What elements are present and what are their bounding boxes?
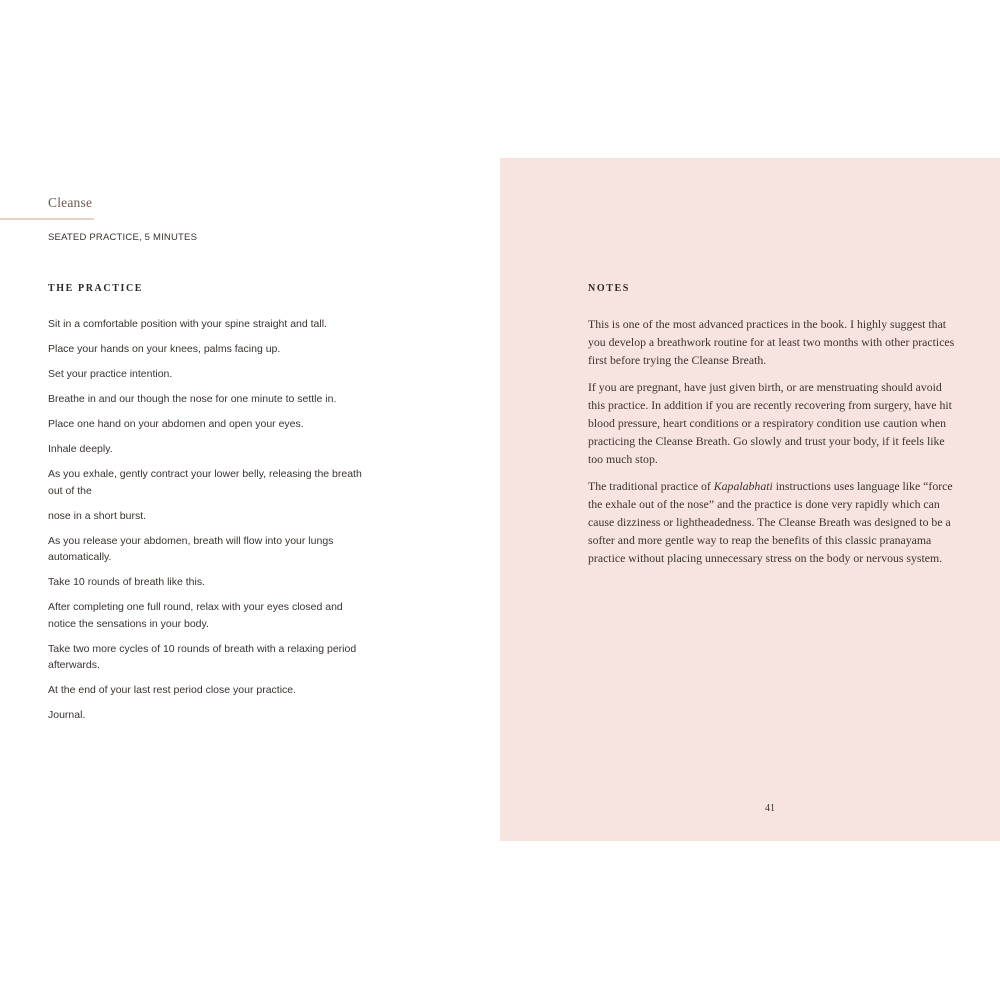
practice-step: After completing one full round, relax with your eyes closed and notice the sensations in your body.	[48, 601, 343, 630]
chapter-title: Cleanse	[48, 195, 93, 210]
practice-step: At the end of your last rest period close your practice.	[48, 684, 297, 696]
page-number: 41	[765, 803, 775, 814]
practice-step: As you exhale, gently contract your lower belly, releasing the breath out of the	[48, 468, 362, 497]
practice-step: Place one hand on your abdomen and open your eyes.	[48, 418, 304, 430]
left-page	[0, 158, 500, 841]
notes-body	[588, 315, 956, 576]
practice-step: Sit in a comfortable position with your spine straight and tall.	[48, 318, 327, 330]
notes-paragraph: This is one of the most advanced practices in the book. I highly suggest that you develop a breathwork routine for at least two months with other practices first before trying the Cleanse Breath.	[588, 317, 955, 367]
chapter-title-rule	[0, 218, 94, 220]
right-page	[500, 158, 1000, 841]
practice-step: Inhale deeply.	[48, 443, 113, 455]
practice-step: Breathe in and our though the nose for one minute to settle in.	[48, 393, 337, 405]
practice-step: Set your practice intention.	[48, 368, 173, 380]
practice-step: Journal.	[48, 709, 86, 721]
practice-step: nose in a short burst.	[48, 509, 147, 522]
notes-text: The traditional practice of	[588, 479, 714, 493]
practice-step: Take 10 rounds of breath like this.	[48, 576, 206, 588]
notes-paragraph: If you are pregnant, have just given birth, or are menstruating should avoid this practice. In addition if you are recently recovering from surgery, have hit blood pressure, heart conditions or a respiratory condition use caution when practicing the Cleanse Breath. Go slowly and trust your body, if it feels like too much stop.	[588, 380, 952, 466]
practice-subtitle: SEATED PRACTICE, 5 MINUTES	[48, 232, 198, 243]
practice-step: Place your hands on your knees, palms facing up.	[48, 343, 281, 355]
notes-paragraph	[588, 477, 956, 567]
notes-text: instructions uses language like “force the exhale out of the nose” and the practice is done very rapidly which can cause dizziness or lightheadedness. The Cleanse Breath was designed to be a softer and more gentle way to reap the benefits of this classic pranayama practice without placing unnecessary stress on the body or nervous system.	[588, 479, 953, 565]
practice-heading: THE PRACTICE	[48, 283, 144, 294]
practice-step: As you release your abdomen, breath will flow into your lungs automatically.	[48, 534, 334, 563]
notes-heading: NOTES	[588, 283, 630, 294]
practice-step: Take two more cycles of 10 rounds of breath with a relaxing period afterwards.	[48, 642, 357, 671]
notes-emphasis: Kapalabhati	[713, 479, 773, 493]
practice-steps-list	[48, 316, 363, 732]
